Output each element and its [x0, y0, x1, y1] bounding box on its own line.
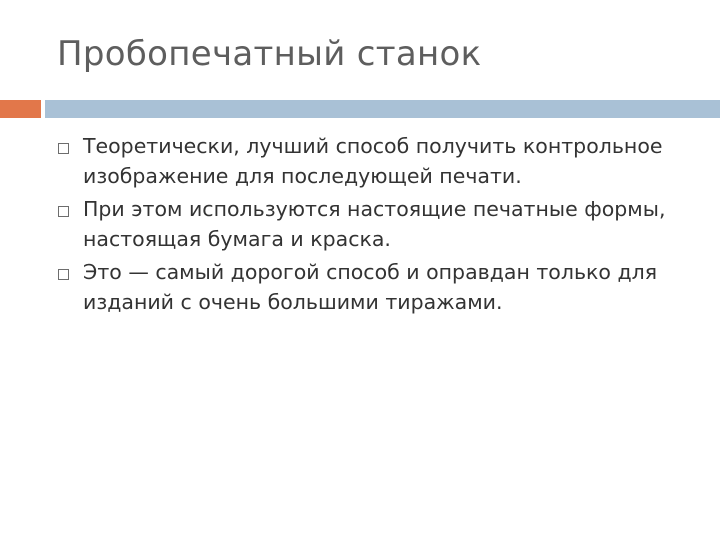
bullet-item [57, 194, 697, 254]
square-bullet-icon [58, 143, 69, 154]
slide-title: Пробопечатный станок [57, 34, 482, 74]
bullet-text: Это — самый дорогой способ и оправдан только для изданий с очень большими тиражами. [83, 260, 658, 314]
bullet-item [57, 257, 697, 317]
square-bullet-icon [58, 269, 69, 280]
divider-accent-orange [0, 100, 41, 118]
bullet-text: При этом используются настоящие печатные формы, настоящая бумага и краска. [83, 197, 666, 251]
square-bullet-icon [58, 206, 69, 217]
bullet-list [57, 131, 697, 320]
bullet-text: Теоретически, лучший способ получить контрольное изображение для последующей печати. [83, 134, 663, 188]
title-divider-bar [0, 100, 720, 118]
divider-accent-blue [45, 100, 720, 118]
bullet-item [57, 131, 697, 191]
